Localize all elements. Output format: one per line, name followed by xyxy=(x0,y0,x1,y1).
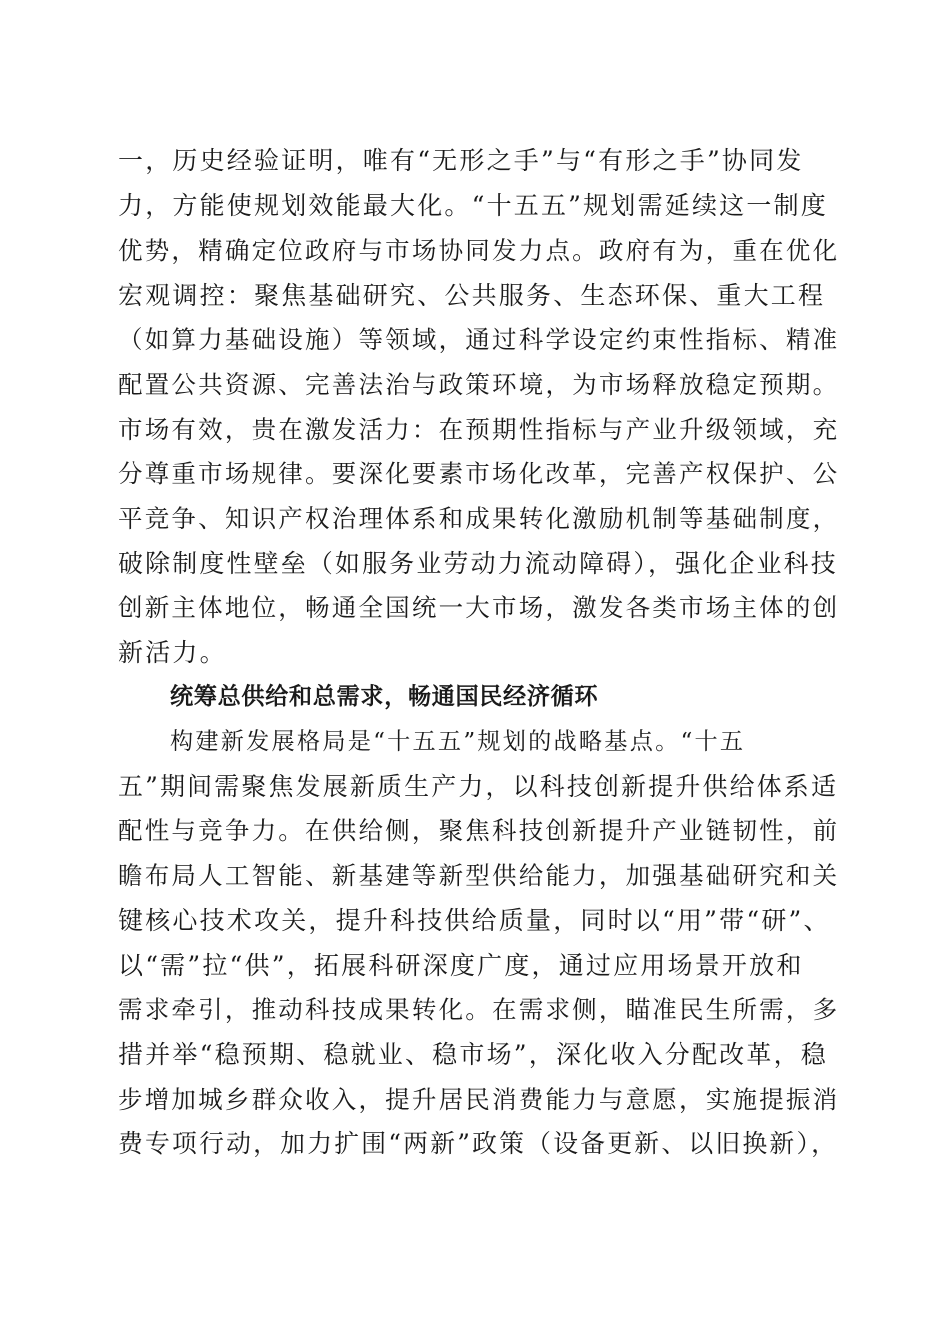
section-heading: 统筹总供给和总需求，畅通国民经济循环 xyxy=(170,683,599,710)
paragraph-2-line: 五”期间需聚焦发展新质生产力，以科技创新提升供给体系适 xyxy=(118,772,839,801)
paragraph-1-line: 优势，精确定位政府与市场协同发力点。政府有为，重在优化 xyxy=(118,236,840,265)
paragraph-2-line: 措并举“稳预期、稳就业、稳市场”，深化收入分配改革，稳 xyxy=(118,1040,828,1069)
paragraph-2-line: 构建新发展格局是“十五五”规划的战略基点。“十五 xyxy=(170,728,746,755)
paragraph-1-line: 破除制度性壁垒（如服务业劳动力流动障碍），强化企业科技 xyxy=(118,549,838,578)
paragraph-2-line: 步增加城乡群众收入，提升居民消费能力与意愿，实施提振消 xyxy=(118,1085,840,1114)
paragraph-1-line: 力，方能使规划效能最大化。“十五五”规划需延续这一制度 xyxy=(118,191,828,220)
paragraph-2-line: 键核心技术攻关，提升科技供给质量，同时以“用”带“研”、 xyxy=(118,906,831,935)
paragraph-1-line: 创新主体地位，畅通全国统一大市场，激发各类市场主体的创 xyxy=(118,593,840,622)
paragraph-1-line: 配置公共资源、完善法治与政策环境，为市场释放稳定预期。 xyxy=(118,370,840,399)
paragraph-1-line: 一，历史经验证明，唯有“无形之手”与“有形之手”协同发 xyxy=(118,146,804,175)
paragraph-2-line: 瞻布局人工智能、新基建等新型供给能力，加强基础研究和关 xyxy=(118,861,840,890)
paragraph-2-line: 费专项行动，加力扩围“两新”政策（设备更新、以旧换新）， xyxy=(118,1129,839,1158)
paragraph-2-line: 配性与竞争力。在供给侧，聚焦科技创新提升产业链韧性，前 xyxy=(118,816,840,845)
paragraph-2-line: 需求牵引，推动科技成果转化。在需求侧，瞄准民生所需，多 xyxy=(118,995,840,1024)
paragraph-1-line: 平竞争、知识产权治理体系和成果转化激励机制等基础制度， xyxy=(118,504,840,533)
paragraph-1-line: （如算力基础设施）等领域，通过科学设定约束性指标、精准 xyxy=(118,325,840,354)
paragraph-1-line: 宏观调控：聚焦基础研究、公共服务、生态环保、重大工程 xyxy=(118,281,826,310)
paragraph-1-line: 市场有效，贵在激发活力：在预期性指标与产业升级领域，充 xyxy=(118,415,840,444)
paragraph-1-line: 新活力。 xyxy=(118,638,227,667)
paragraph-2-line: 以“需”拉“供”，拓展科研深度广度，通过应用场景开放和 xyxy=(118,951,804,980)
paragraph-1-line: 分尊重市场规律。要深化要素市场化改革，完善产权保护、公 xyxy=(118,459,840,488)
